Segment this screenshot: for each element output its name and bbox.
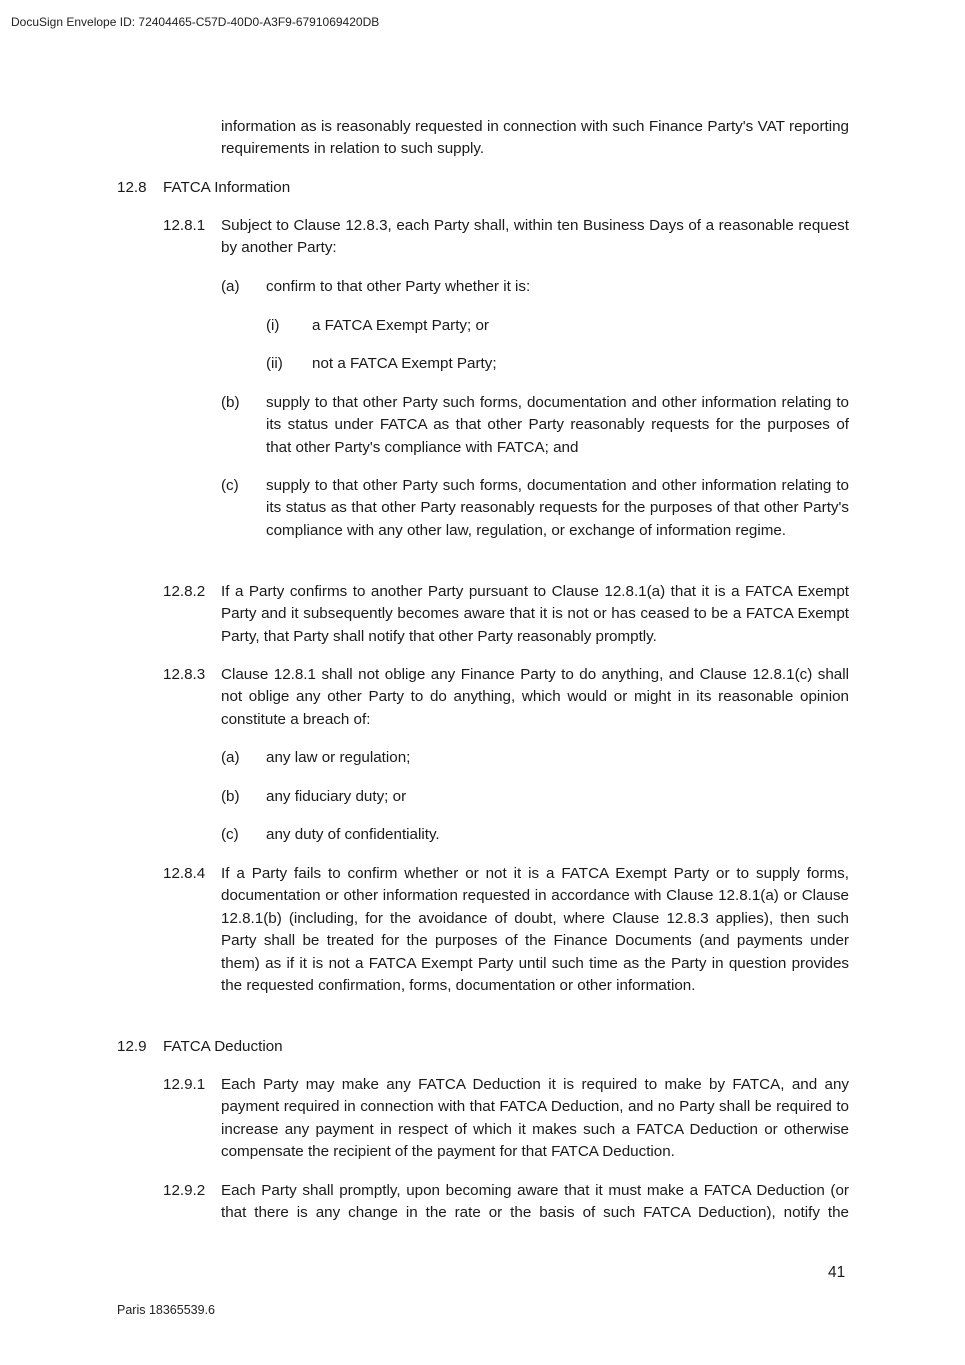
item-text: any fiduciary duty; or <box>266 788 407 805</box>
item-label: (b) <box>221 394 240 411</box>
clause-number: 12.9.1 <box>163 1076 206 1093</box>
item-text: supply to that other Party such forms, documentation and other information relating to its status as that other Party reasonably requests for the purposes of that other Party's compliance with any other law, regulation, or exchange of information regime. <box>266 477 849 539</box>
envelope-id: DocuSign Envelope ID: 72404465-C57D-40D0-A3F9-6791069420DB <box>11 15 380 29</box>
item-label: (c) <box>221 826 239 843</box>
item-text: supply to that other Party such forms, documentation and other information relating to its status under FATCA as that other Party reasonably requests for the purposes of that other Party's compliance with FATCA; and <box>266 394 849 456</box>
clause-number: 12.8.4 <box>163 865 206 882</box>
clause-number: 12.8.1 <box>163 217 206 234</box>
clause-text: Each Party may make any FATCA Deduction it is required to make by FATCA, and any payment required in connection with that FATCA Deduction, and no Party shall be required to increase any payment in respect of which it makes such a FATCA Deduction or otherwise compensate the recipient of the payment for that FATCA Deduction. <box>221 1076 849 1161</box>
clause-text: If a Party confirms to another Party pursuant to Clause 12.8.1(a) that it is a FATCA Exempt Party and it subsequently becomes aware that it is not or has ceased to be a FATCA Exempt Party, that Party shall notify that other Party reasonably promptly. <box>221 583 849 645</box>
section-number: 12.8 <box>117 179 147 196</box>
clause-text: Clause 12.8.1 shall not oblige any Finance Party to do anything, and Clause 12.8.1(c) shall not oblige any other Party to do anything, which would or might in its reasonable opinion constitute a breach of: <box>221 666 849 728</box>
section-heading: FATCA Deduction <box>163 1038 283 1055</box>
item-text: any duty of confidentiality. <box>266 826 440 843</box>
clause-number: 12.9.2 <box>163 1182 206 1199</box>
page-number: 41 <box>828 1264 846 1281</box>
clause-text: Each Party shall promptly, upon becoming aware that it must make a FATCA Deduction (or that there is any change in the rate or the basis of such FATCA Deduction), notify the <box>221 1182 849 1222</box>
item-text: confirm to that other Party whether it is: <box>266 278 531 295</box>
footer-reference: Paris 18365539.6 <box>117 1303 215 1317</box>
subitem-label: (ii) <box>266 355 283 372</box>
subitem-text: not a FATCA Exempt Party; <box>312 355 497 372</box>
subitem-text: a FATCA Exempt Party; or <box>312 317 489 334</box>
item-label: (b) <box>221 788 240 805</box>
clause-number: 12.8.3 <box>163 666 206 683</box>
section-heading: FATCA Information <box>163 179 291 196</box>
clause-text: If a Party fails to confirm whether or not it is a FATCA Exempt Party or to supply forms, documentation or other information requested in accordance with Clause 12.8.1(a) or Clause 12.8.1(b) (including, for the avoidance of doubt, where Clause 12.8.3 applies), then such Party shall be treated for the purposes of the Finance Documents (and payments under them) as if it is not a FATCA Exempt Party until such time as the Party in question provides the requested confirmation, forms, documentation or other information. <box>221 865 849 995</box>
clause-text: Subject to Clause 12.8.3, each Party shall, within ten Business Days of a reasonable request by another Party: <box>221 217 849 257</box>
section-number: 12.9 <box>117 1038 147 1055</box>
item-label: (c) <box>221 477 239 494</box>
continuation-paragraph: information as is reasonably requested in connection with such Finance Party's VAT reporting requirements in relation to such supply. <box>221 118 849 158</box>
subitem-label: (i) <box>266 317 280 334</box>
item-text: any law or regulation; <box>266 749 411 766</box>
item-label: (a) <box>221 278 240 295</box>
item-label: (a) <box>221 749 240 766</box>
clause-number: 12.8.2 <box>163 583 206 600</box>
